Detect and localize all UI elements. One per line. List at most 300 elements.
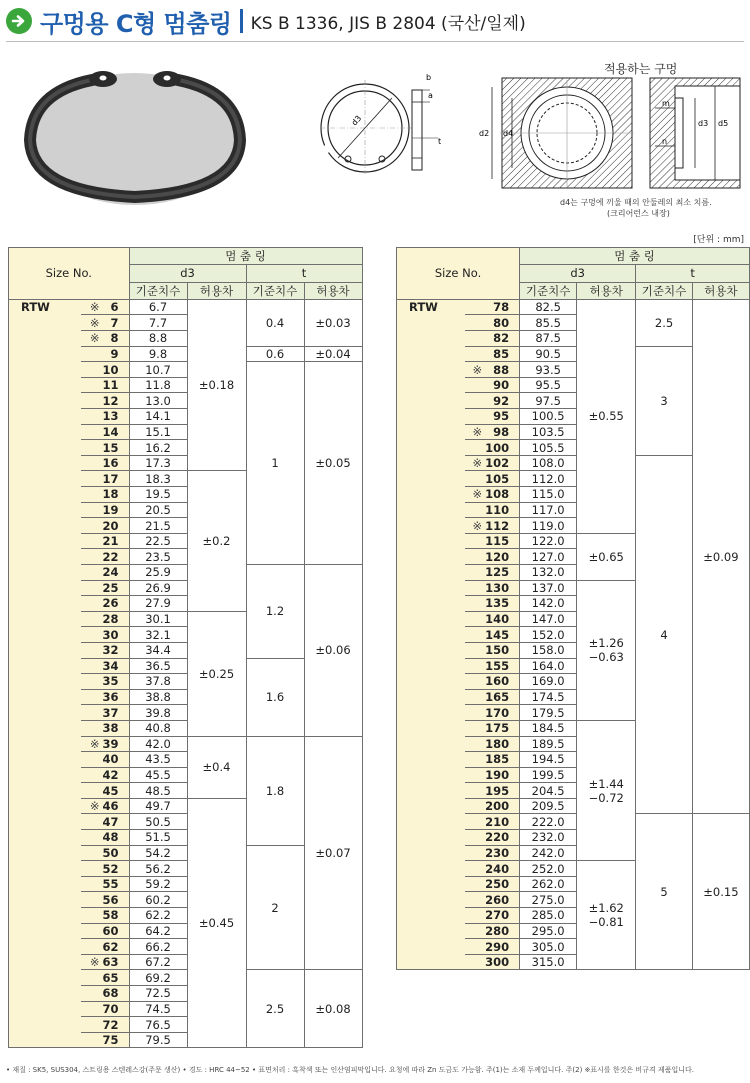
t-tolerance (304, 564, 362, 736)
size-no: 8 (103, 331, 130, 347)
hole-application-drawing (470, 58, 745, 198)
d3-tolerance (577, 299, 636, 533)
size-no: 105 (485, 471, 520, 487)
nonstandard-mark (465, 471, 485, 487)
d3-nominal: 38.8 (129, 689, 187, 705)
nonstandard-mark (81, 455, 103, 471)
t-nominal (246, 845, 304, 970)
size-no: 14 (103, 424, 130, 440)
nonstandard-mark: ※ (465, 362, 485, 378)
d3-nominal: 122.0 (520, 533, 577, 549)
size-no: 22 (103, 549, 130, 565)
d3-tolerance (577, 580, 636, 720)
d3-nominal: 117.0 (520, 502, 577, 518)
d3-tolerance-line: ±1.44 (588, 776, 624, 791)
nonstandard-mark (81, 549, 103, 565)
size-no: 240 (485, 861, 520, 877)
size-no: 21 (103, 533, 130, 549)
t-nominal-line: 0.6 (265, 346, 285, 361)
d3-nominal: 64.2 (129, 923, 187, 939)
nonstandard-mark (81, 518, 103, 534)
size-no: 25 (103, 580, 130, 596)
label-d4: d4 (503, 129, 514, 138)
d3-nominal: 82.5 (520, 299, 577, 315)
d3-nominal: 199.5 (520, 767, 577, 783)
d3-tolerance-header: 허용차 (577, 282, 636, 299)
label-t: t (438, 137, 442, 146)
nonstandard-mark (465, 346, 485, 362)
size-no: 39 (103, 736, 130, 752)
arrow-right-icon (6, 8, 32, 34)
d3-nominal: 37.8 (129, 674, 187, 690)
size-no: 56 (103, 892, 130, 908)
d3-tolerance-line: ±0.25 (198, 666, 235, 681)
d3-header: d3 (520, 265, 636, 282)
nonstandard-mark (81, 876, 103, 892)
nonstandard-mark (465, 954, 485, 970)
t-tolerance (304, 346, 362, 362)
size-no: 38 (103, 720, 130, 736)
t-nominal (636, 814, 693, 970)
nonstandard-mark (465, 861, 485, 877)
d3-nominal: 164.0 (520, 658, 577, 674)
t-tolerance (692, 299, 749, 814)
size-no: 180 (485, 736, 520, 752)
size-no: 60 (103, 923, 130, 939)
size-no: 42 (103, 767, 130, 783)
retaining-ring-photo (10, 60, 255, 210)
footnote: • 재질 : SK5, SUS304, 스트링용 스텐레스강(주문 생산) • 경도 : HRC 44~52 • 표면처리 : 흑착색 또는 인산염피막입니다. 요청에 따라 Zn 도금도 가능함. 주(1)는 소재 두께입니다. 주(2) ※표시를 한것은 비규격 제품입니다. (6, 1066, 694, 1074)
d3-nominal: 305.0 (520, 939, 577, 955)
d3-nominal: 100.5 (520, 409, 577, 425)
d3-nominal: 189.5 (520, 736, 577, 752)
t-nominal (246, 658, 304, 736)
t-tolerance (304, 299, 362, 346)
d3-nominal: 97.5 (520, 393, 577, 409)
t-nominal (246, 970, 304, 1048)
nonstandard-mark (81, 362, 103, 378)
size-no: 12 (103, 393, 130, 409)
size-no: 40 (103, 752, 130, 768)
d3-nominal: 184.5 (520, 720, 577, 736)
t-nominal-line: 5 (660, 884, 668, 899)
size-no: 58 (103, 908, 130, 924)
size-no: 75 (103, 1032, 130, 1048)
d3-nominal: 142.0 (520, 596, 577, 612)
size-no: 48 (103, 830, 130, 846)
nonstandard-mark (81, 720, 103, 736)
d3-nominal: 72.5 (129, 986, 187, 1002)
label-d5: d5 (718, 119, 729, 128)
nonstandard-mark: ※ (465, 487, 485, 503)
d3-tolerance-line: ±0.45 (198, 916, 235, 931)
d3-nominal: 242.0 (520, 845, 577, 861)
d3-nominal-header: 기준치수 (129, 282, 187, 299)
label-d3-hole: d3 (698, 119, 709, 128)
nonstandard-mark (81, 845, 103, 861)
nonstandard-mark: ※ (465, 424, 485, 440)
size-no: 52 (103, 861, 130, 877)
d3-tolerance-line: ±0.2 (202, 534, 231, 549)
d3-tolerance (577, 861, 636, 970)
nonstandard-mark (81, 986, 103, 1002)
size-no: 210 (485, 814, 520, 830)
nonstandard-mark (465, 611, 485, 627)
size-no: 92 (485, 393, 520, 409)
nonstandard-mark (81, 409, 103, 425)
size-no: 175 (485, 720, 520, 736)
size-no: 300 (485, 954, 520, 970)
t-nominal (246, 299, 304, 346)
nonstandard-mark (81, 642, 103, 658)
d3-nominal: 132.0 (520, 564, 577, 580)
nonstandard-mark (465, 923, 485, 939)
d3-nominal: 209.5 (520, 798, 577, 814)
size-no: 82 (485, 331, 520, 347)
nonstandard-mark (465, 783, 485, 799)
standard-label: KS B 1336, JIS B 2804 (국산/일제) (250, 13, 526, 34)
t-tolerance-line: ±0.07 (315, 845, 351, 860)
table-row (397, 299, 750, 315)
size-no: 160 (485, 674, 520, 690)
d3-nominal: 40.8 (129, 720, 187, 736)
nonstandard-mark (81, 923, 103, 939)
d3-tolerance-line: −0.63 (588, 650, 624, 665)
size-no: 62 (103, 939, 130, 955)
d3-nominal: 8.8 (129, 331, 187, 347)
nonstandard-mark (81, 471, 103, 487)
size-no: 55 (103, 876, 130, 892)
nonstandard-mark (465, 331, 485, 347)
d3-nominal: 90.5 (520, 346, 577, 362)
size-no: 260 (485, 892, 520, 908)
nonstandard-mark: ※ (465, 518, 485, 534)
size-no: 150 (485, 642, 520, 658)
d3-nominal: 137.0 (520, 580, 577, 596)
size-no: 120 (485, 549, 520, 565)
d3-nominal: 262.0 (520, 876, 577, 892)
nonstandard-mark (81, 533, 103, 549)
size-no: 112 (485, 518, 520, 534)
d3-header: d3 (129, 265, 246, 282)
size-no: 18 (103, 487, 130, 503)
nonstandard-mark (465, 876, 485, 892)
d3-nominal: 119.0 (520, 518, 577, 534)
size-no: 190 (485, 767, 520, 783)
nonstandard-mark (81, 487, 103, 503)
nonstandard-mark (81, 393, 103, 409)
nonstandard-mark (81, 752, 103, 768)
size-no: 95 (485, 409, 520, 425)
t-tolerance (304, 970, 362, 1048)
nonstandard-mark (465, 409, 485, 425)
nonstandard-mark (81, 502, 103, 518)
nonstandard-mark (81, 767, 103, 783)
d3-tolerance-line: −0.72 (588, 790, 624, 805)
size-no: 108 (485, 487, 520, 503)
nonstandard-mark: ※ (81, 736, 103, 752)
size-no: 45 (103, 783, 130, 799)
size-no: 80 (485, 315, 520, 331)
d3-nominal: 87.5 (520, 331, 577, 347)
size-no: 220 (485, 830, 520, 846)
d3-nominal: 67.2 (129, 954, 187, 970)
t-nominal-line: 3 (660, 393, 668, 408)
d3-nominal: 222.0 (520, 814, 577, 830)
d3-tolerance-line: ±0.18 (198, 378, 235, 393)
t-header: t (246, 265, 362, 282)
nonstandard-mark (81, 674, 103, 690)
size-no: 165 (485, 689, 520, 705)
size-no: 63 (103, 954, 130, 970)
d3-tolerance (187, 798, 246, 1048)
d3-nominal: 43.5 (129, 752, 187, 768)
d3-tolerance-line: −0.81 (588, 915, 624, 930)
size-no: 10 (103, 362, 130, 378)
size-prefix: RTW (9, 299, 81, 1048)
size-no: 19 (103, 502, 130, 518)
d3-nominal: 76.5 (129, 1017, 187, 1033)
size-no: 170 (485, 705, 520, 721)
d3-tolerance-line: ±1.26 (588, 636, 624, 651)
d3-nominal: 60.2 (129, 892, 187, 908)
size-no: 9 (103, 346, 130, 362)
t-nominal-line: 4 (660, 627, 668, 642)
d3-nominal: 20.5 (129, 502, 187, 518)
d3-nominal: 42.0 (129, 736, 187, 752)
nonstandard-mark (81, 861, 103, 877)
size-no: 32 (103, 642, 130, 658)
d3-nominal: 59.2 (129, 876, 187, 892)
size-no: 13 (103, 409, 130, 425)
d3-nominal: 112.0 (520, 471, 577, 487)
nonstandard-mark (81, 1001, 103, 1017)
d3-tolerance-line: ±0.55 (588, 409, 624, 424)
d3-tolerance (187, 611, 246, 736)
d3-nominal: 158.0 (520, 642, 577, 658)
label-d2: d2 (479, 129, 490, 138)
nonstandard-mark (465, 580, 485, 596)
d3-nominal: 30.1 (129, 611, 187, 627)
d3-nominal: 285.0 (520, 908, 577, 924)
nonstandard-mark (465, 549, 485, 565)
nonstandard-mark (81, 564, 103, 580)
t-tolerance (304, 736, 362, 970)
nonstandard-mark (465, 658, 485, 674)
size-no: 70 (103, 1001, 130, 1017)
size-no: 100 (485, 440, 520, 456)
size-no: 270 (485, 908, 520, 924)
ring-dimension-drawing (300, 60, 450, 210)
nonstandard-mark (465, 752, 485, 768)
d3-nominal: 56.2 (129, 861, 187, 877)
t-tolerance-line: ±0.15 (703, 884, 739, 899)
d3-tolerance (187, 299, 246, 471)
size-no: 28 (103, 611, 130, 627)
d3-nominal: 14.1 (129, 409, 187, 425)
d3-nominal: 74.5 (129, 1001, 187, 1017)
size-no-header: Size No. (397, 248, 520, 300)
d3-nominal: 48.5 (129, 783, 187, 799)
t-nominal (246, 736, 304, 845)
size-no: 230 (485, 845, 520, 861)
size-no: 140 (485, 611, 520, 627)
nonstandard-mark (81, 705, 103, 721)
t-tolerance (304, 362, 362, 565)
d3-nominal: 169.0 (520, 674, 577, 690)
nonstandard-mark (465, 642, 485, 658)
size-no: 36 (103, 689, 130, 705)
size-no: 47 (103, 814, 130, 830)
spec-table-right (396, 247, 750, 970)
size-no: 6 (103, 299, 130, 315)
nonstandard-mark (465, 892, 485, 908)
t-nominal-line: 2.5 (654, 315, 674, 330)
d3-nominal: 18.3 (129, 471, 187, 487)
group-header: 멈 춤 링 (520, 248, 750, 265)
title-divider (240, 9, 243, 33)
t-nominal (636, 299, 693, 346)
size-no: 90 (485, 377, 520, 393)
t-tolerance-header: 허용차 (304, 282, 362, 299)
size-no: 20 (103, 518, 130, 534)
nonstandard-mark (465, 299, 485, 315)
d3-nominal: 16.2 (129, 440, 187, 456)
d3-nominal: 15.1 (129, 424, 187, 440)
nonstandard-mark (81, 377, 103, 393)
nonstandard-mark (81, 939, 103, 955)
d3-nominal: 13.0 (129, 393, 187, 409)
size-no-header: Size No. (9, 248, 130, 300)
nonstandard-mark: ※ (81, 798, 103, 814)
d3-tolerance (577, 533, 636, 580)
d3-tolerance-line: ±1.62 (588, 901, 624, 916)
nonstandard-mark (465, 767, 485, 783)
size-no: 155 (485, 658, 520, 674)
d3-nominal: 32.1 (129, 627, 187, 643)
size-no: 68 (103, 986, 130, 1002)
label-b: b (426, 73, 432, 82)
t-tolerance-line: ±0.08 (315, 1001, 351, 1016)
size-no: 85 (485, 346, 520, 362)
nonstandard-mark: ※ (81, 315, 103, 331)
nonstandard-mark (81, 892, 103, 908)
size-no: 46 (103, 798, 130, 814)
nonstandard-mark (465, 736, 485, 752)
d3-nominal: 34.4 (129, 642, 187, 658)
size-no: 102 (485, 455, 520, 471)
size-no: 98 (485, 424, 520, 440)
d3-tolerance-header: 허용차 (187, 282, 246, 299)
nonstandard-mark (81, 346, 103, 362)
t-tolerance-header: 허용차 (692, 282, 749, 299)
t-nominal-line: 2.5 (265, 1001, 285, 1016)
nonstandard-mark (465, 689, 485, 705)
size-no: 88 (485, 362, 520, 378)
size-no: 195 (485, 783, 520, 799)
nonstandard-mark (465, 830, 485, 846)
t-tolerance (692, 814, 749, 970)
nonstandard-mark (81, 424, 103, 440)
t-tolerance-line: ±0.04 (315, 346, 351, 361)
nonstandard-mark (81, 1032, 103, 1048)
nonstandard-mark (81, 658, 103, 674)
nonstandard-mark (465, 393, 485, 409)
nonstandard-mark (81, 830, 103, 846)
nonstandard-mark (465, 502, 485, 518)
t-header: t (636, 265, 750, 282)
d3-nominal: 49.7 (129, 798, 187, 814)
d3-nominal: 152.0 (520, 627, 577, 643)
page-title: 구멍용 C형 멈춤링 (40, 9, 232, 38)
size-no: 16 (103, 455, 130, 471)
size-no: 35 (103, 674, 130, 690)
d3-nominal: 39.8 (129, 705, 187, 721)
d3-nominal: 23.5 (129, 549, 187, 565)
nonstandard-mark (81, 580, 103, 596)
t-nominal (636, 346, 693, 455)
d3-nominal: 103.5 (520, 424, 577, 440)
nonstandard-mark (465, 440, 485, 456)
t-nominal (636, 455, 693, 814)
d3-nominal: 275.0 (520, 892, 577, 908)
nonstandard-mark (465, 845, 485, 861)
page-header (6, 4, 526, 38)
d3-nominal: 66.2 (129, 939, 187, 955)
nonstandard-mark (81, 908, 103, 924)
t-nominal-line: 1.6 (265, 690, 285, 705)
size-no: 250 (485, 876, 520, 892)
d3-nominal: 7.7 (129, 315, 187, 331)
size-no: 185 (485, 752, 520, 768)
t-tolerance-line: ±0.09 (703, 549, 739, 564)
d3-nominal: 194.5 (520, 752, 577, 768)
size-no: 11 (103, 377, 130, 393)
size-no: 200 (485, 798, 520, 814)
clearance-note-2: (크리어런스 내장) (607, 209, 670, 218)
nonstandard-mark (465, 596, 485, 612)
nonstandard-mark (465, 564, 485, 580)
size-no: 34 (103, 658, 130, 674)
size-no: 145 (485, 627, 520, 643)
d3-nominal: 50.5 (129, 814, 187, 830)
d3-nominal: 54.2 (129, 845, 187, 861)
nonstandard-mark (465, 705, 485, 721)
t-nominal (246, 346, 304, 362)
d3-nominal: 21.5 (129, 518, 187, 534)
nonstandard-mark (465, 315, 485, 331)
t-nominal-header: 기준치수 (636, 282, 693, 299)
size-no: 72 (103, 1017, 130, 1033)
size-no: 110 (485, 502, 520, 518)
d3-nominal: 10.7 (129, 362, 187, 378)
size-no: 65 (103, 970, 130, 986)
nonstandard-mark (81, 440, 103, 456)
nonstandard-mark (81, 970, 103, 986)
nonstandard-mark (465, 674, 485, 690)
size-no: 17 (103, 471, 130, 487)
nonstandard-mark (465, 908, 485, 924)
nonstandard-mark: ※ (465, 455, 485, 471)
nonstandard-mark (465, 798, 485, 814)
t-nominal-line: 2 (271, 900, 279, 915)
size-no: 130 (485, 580, 520, 596)
size-prefix: RTW (397, 299, 466, 970)
nonstandard-mark (81, 1017, 103, 1033)
nonstandard-mark: ※ (81, 331, 103, 347)
d3-nominal: 11.8 (129, 377, 187, 393)
nonstandard-mark (81, 627, 103, 643)
